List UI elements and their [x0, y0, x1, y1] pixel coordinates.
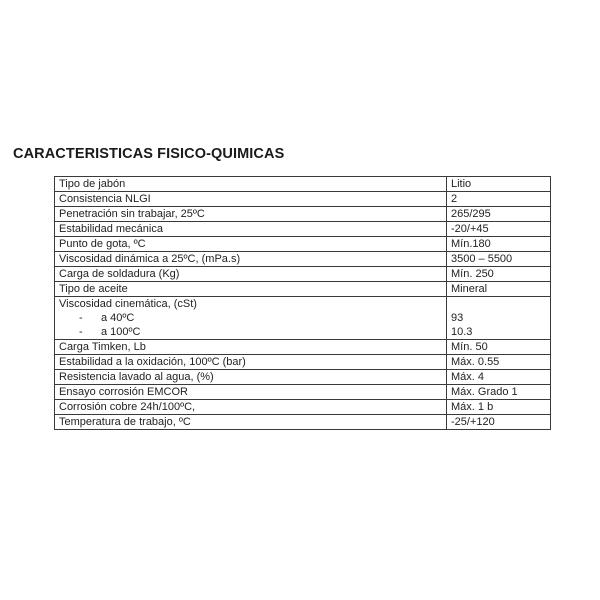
sub-item-label: a 40ºC	[101, 312, 135, 324]
value-cell: 3500 – 5500	[447, 252, 551, 267]
property-cell: Consistencia NLGI	[55, 192, 447, 207]
value-cell: -25/+120	[447, 415, 551, 430]
table-row	[55, 340, 551, 355]
table-row	[55, 237, 551, 252]
value-cell: Mín.180	[447, 237, 551, 252]
table-row	[55, 400, 551, 415]
property-cell: Tipo de jabón	[55, 177, 447, 192]
value-cell: Mineral	[447, 282, 551, 297]
property-cell: Estabilidad a la oxidación, 100ºC (bar)	[55, 355, 447, 370]
value-cell: Máx. Grado 1	[447, 385, 551, 400]
dash-bullet: -	[79, 326, 83, 338]
kinematic-viscosity-label: Viscosidad cinemática, (cSt)	[59, 298, 197, 310]
dash-bullet: -	[79, 312, 83, 324]
property-cell: Temperatura de trabajo, ºC	[55, 415, 447, 430]
property-cell: Corrosión cobre 24h/100ºC,	[55, 400, 447, 415]
table-row	[55, 267, 551, 282]
value-cell: 265/295	[447, 207, 551, 222]
property-cell: Punto de gota, ºC	[55, 237, 447, 252]
value-cell: Mín. 250	[447, 267, 551, 282]
table-row	[55, 222, 551, 237]
property-cell: Viscosidad dinámica a 25ºC, (mPa.s)	[55, 252, 447, 267]
property-cell: Resistencia lavado al agua, (%)	[55, 370, 447, 385]
page-title: CARACTERISTICAS FISICO-QUIMICAS	[13, 146, 285, 162]
property-cell: Carga de soldadura (Kg)	[55, 267, 447, 282]
value-cell: 2	[447, 192, 551, 207]
sub-item	[59, 325, 446, 339]
table-row	[55, 415, 551, 430]
property-cell: Ensayo corrosión EMCOR	[55, 385, 447, 400]
sub-item-value: 93	[451, 312, 464, 324]
table-row	[55, 177, 551, 192]
value-cell: Mín. 50	[447, 340, 551, 355]
value-cell	[447, 297, 551, 340]
table-row	[55, 207, 551, 222]
value-cell: -20/+45	[447, 222, 551, 237]
property-cell: Carga Timken, Lb	[55, 340, 447, 355]
properties-table	[54, 176, 551, 430]
property-cell: Tipo de aceite	[55, 282, 447, 297]
property-cell: Estabilidad mecánica	[55, 222, 447, 237]
sub-item-label: a 100ºC	[101, 326, 141, 338]
table-row-kinematic-viscosity	[55, 297, 551, 340]
sub-item	[59, 311, 446, 325]
property-cell	[55, 297, 447, 340]
property-cell: Penetración sin trabajar, 25ºC	[55, 207, 447, 222]
value-cell: Máx. 1 b	[447, 400, 551, 415]
sub-item-value: 10.3	[451, 326, 473, 338]
value-cell: Litio	[447, 177, 551, 192]
value-cell: Máx. 4	[447, 370, 551, 385]
table-row	[55, 385, 551, 400]
table-row	[55, 192, 551, 207]
table-row	[55, 282, 551, 297]
value-cell: Máx. 0.55	[447, 355, 551, 370]
table-row	[55, 252, 551, 267]
table-row	[55, 370, 551, 385]
table-row	[55, 355, 551, 370]
